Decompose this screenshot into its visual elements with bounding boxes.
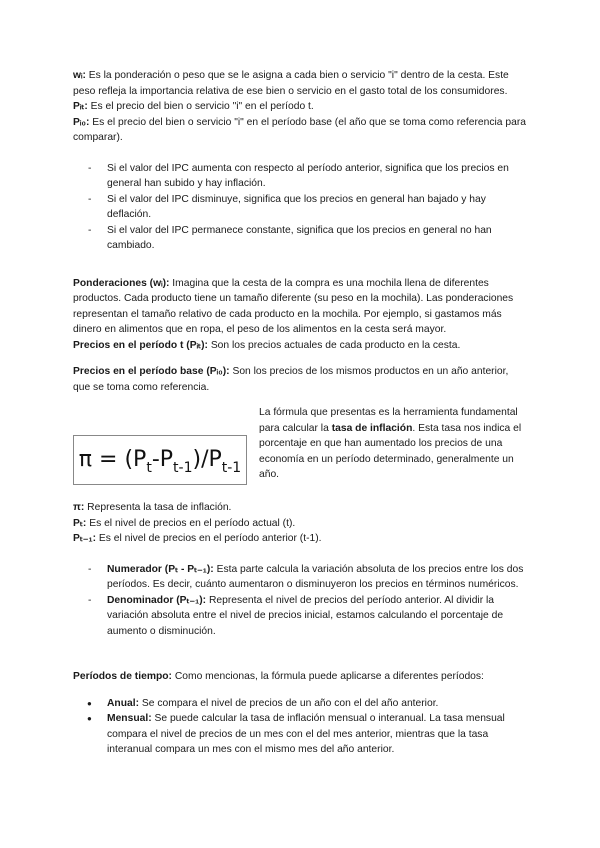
def-pt-text: Es el precio del bien o servicio "i" en el período t. xyxy=(87,101,314,112)
def-p0-text: Es el precio del bien o servicio "i" en el período base (el año que se toma como referencia para comparar). xyxy=(73,116,526,143)
precios-base-term: Precios en el período base (Pᵢ₀): xyxy=(73,366,230,377)
list-item: - Si el valor del IPC permanece constante, significa que los precios en general no han cambiado. xyxy=(73,223,528,254)
list-item: ● Mensual: Se puede calcular la tasa de inflación mensual o interanual. La tasa mensual compara el nivel de precios de un mes con el del mes anterior, mientras que la tasa interanual compara un mes con el mismo mes del año anterior. xyxy=(73,711,528,758)
document-page xyxy=(73,68,528,758)
ponderaciones-term: Ponderaciones (wᵢ): xyxy=(73,277,170,289)
var-pt1: Pₜ₋₁: Es el nivel de precios en el período anterior (t-1). xyxy=(73,533,322,544)
term-w: wᵢ: xyxy=(73,70,86,81)
var-pt: Pₜ: Es el nivel de precios en el período actual (t). xyxy=(73,517,296,529)
ponderaciones-paragraph xyxy=(73,276,528,338)
term-pt-level: Pₜ: xyxy=(73,517,87,529)
term-p0: Pᵢ₀: xyxy=(73,116,90,128)
list-item: - Si el valor del IPC disminuye, significa que los precios en general han bajado y hay deflación. xyxy=(73,192,528,223)
ipc-list xyxy=(73,161,528,254)
def-price-t xyxy=(73,99,528,115)
precios-base-text: Son los precios de los mismos productos en un año anterior, que se toma como referencia. xyxy=(73,366,509,393)
def-w-text: Es la ponderación o peso que se le asigna a cada bien o servicio "i" dentro de la cesta. Este peso refleja la importancia relativa de ese bien o servicio en el gasto total de los consumidores. xyxy=(73,70,509,97)
ponderaciones-text: Imagina que la cesta de la compra es una mochila llena de diferentes productos. Cada producto tiene un tamaño diferente (su peso en la mochila). Las ponderaciones representan el tamaño relativo de cada producto en la mochila. Por ejemplo, si gastamos más dinero en alimentos que en ropa, el peso de los alimentos en la cesta será mayor. xyxy=(73,277,514,335)
precios-base-paragraph xyxy=(73,364,528,395)
periodos-paragraph xyxy=(73,669,528,685)
list-item: - Numerador (Pₜ - Pₜ₋₁): Esta parte calcula la variación absoluta de los precios entre los dos períodos. Es decir, cuánto aumentaron o disminuyeron los precios en términos numéricos. xyxy=(73,562,528,593)
precios-t-paragraph xyxy=(73,338,528,354)
precios-t-term: Precios en el período t (Pᵢₜ): xyxy=(73,339,208,351)
periodos-term: Períodos de tiempo: xyxy=(73,671,172,682)
list-item: - Si el valor del IPC aumenta con respecto al período anterior, significa que los precios en general han subido y hay inflación. xyxy=(73,161,528,192)
formula-description: La fórmula que presentas es la herramienta fundamental para calcular la tasa de inflación. Esta tasa nos indica el porcentaje en que han aumentado los precios de una economía en un período determinado, generalmente un año. xyxy=(259,407,522,480)
var-pi: π: Representa la tasa de inflación. xyxy=(73,502,232,513)
formula-section xyxy=(73,405,528,500)
def-price-base xyxy=(73,115,528,146)
term-pt1-level: Pₜ₋₁: xyxy=(73,533,97,544)
def-weight xyxy=(73,68,528,99)
list-item: ● Anual: Se compara el nivel de precios de un año con el del año anterior. xyxy=(73,696,528,712)
precios-t-text: Son los precios actuales de cada producto en la cesta. xyxy=(207,339,461,351)
term-pi: π: xyxy=(73,502,85,513)
inflation-formula: $\pi = (P_t-P_{t-1})/P_{t-1}$ xyxy=(73,435,247,485)
periodos-text: Como mencionas, la fórmula puede aplicarse a diferentes períodos: xyxy=(171,671,484,682)
periodos-list xyxy=(73,696,528,758)
list-item: - Denominador (Pₜ₋₁): Representa el nivel de precios del período anterior. Al dividir la variación absoluta entre el nivel de precios inicial, estamos calculando el porcentaje de aumento o disminución. xyxy=(73,593,528,640)
term-pt: Pᵢₜ: xyxy=(73,101,88,112)
formula-parts-list xyxy=(73,562,528,640)
